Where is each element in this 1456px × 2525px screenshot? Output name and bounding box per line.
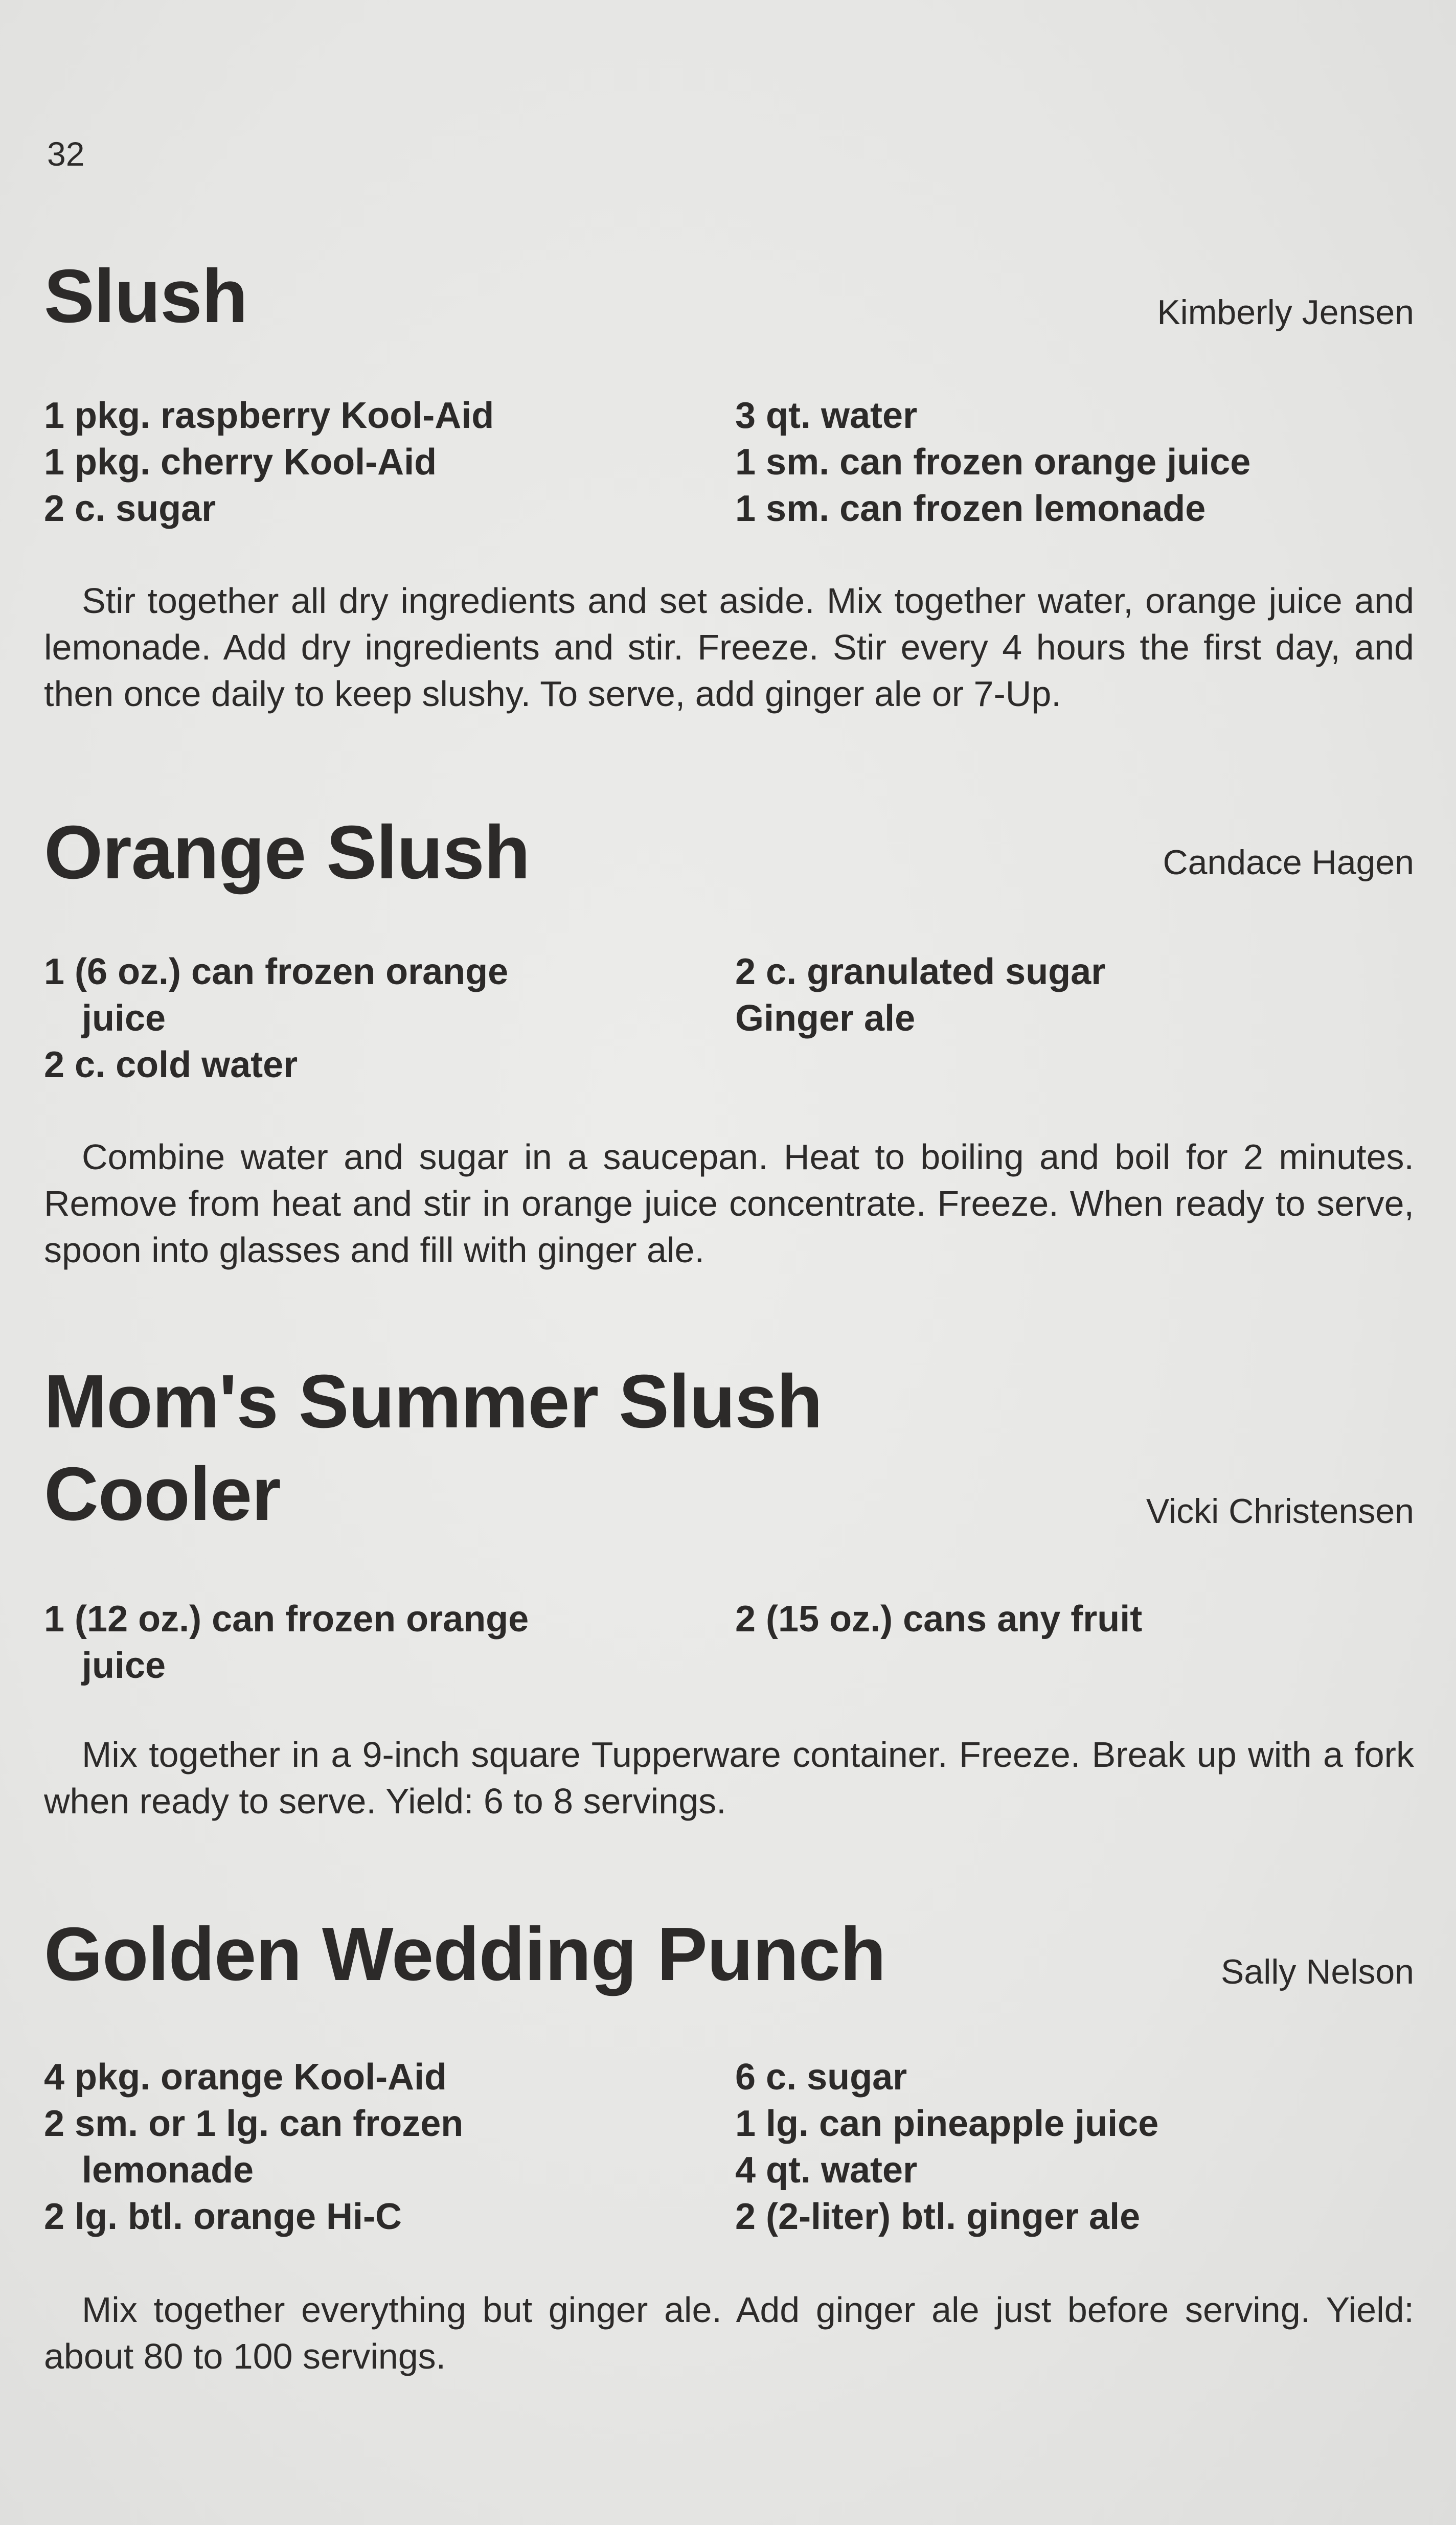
ingredient-item: 2 (2-liter) btl. ginger ale	[735, 2196, 1141, 2237]
ingredient-item: 2 c. cold water	[44, 1044, 298, 1085]
ingredient-item: 6 c. sugar	[735, 2057, 907, 2098]
ingredient-item: 3 qt. water	[735, 395, 918, 436]
recipe-slush	[44, 251, 1414, 714]
page-number: 32	[47, 135, 85, 173]
recipe-title-line: Orange Slush	[44, 810, 530, 895]
ingredient-item: 2 lg. btl. orange Hi-C	[44, 2196, 402, 2237]
ingredients-column-right	[735, 1596, 1400, 1643]
ingredient-item-continued: lemonade	[82, 2150, 254, 2191]
ingredient-item: 1 (12 oz.) can frozen orange	[44, 1599, 529, 1640]
recipe-title	[44, 1908, 1414, 2001]
recipe-golden-wedding-punch	[44, 1908, 1414, 2376]
recipe-directions: Stir together all dry ingredients and set aside. Mix together water, orange juice and lemonade. Add dry ingredients and stir. Freeze. Stir every 4 hours the first day, and then once daily to keep slushy. To serve, add ginger ale or 7-Up.	[44, 581, 1414, 714]
recipe-orange-slush	[44, 807, 1414, 1270]
ingredient-item: 4 qt. water	[735, 2150, 918, 2191]
recipe-author: Kimberly Jensen	[1157, 293, 1414, 332]
ingredients-column-left	[44, 1596, 709, 1689]
recipe-title-line: Golden Wedding Punch	[44, 1912, 886, 1996]
recipe-moms-summer-slush-cooler	[44, 1356, 1414, 1821]
ingredients-column-left	[44, 2054, 709, 2240]
ingredient-item-continued: juice	[82, 1645, 166, 1686]
recipe-author: Sally Nelson	[1221, 1952, 1414, 1991]
ingredients-column-right	[735, 949, 1400, 1042]
ingredient-item: 2 c. sugar	[44, 488, 216, 529]
recipe-author: Candace Hagen	[1163, 843, 1414, 882]
recipe-title-line: Cooler	[44, 1451, 281, 1536]
ingredient-item: 2 sm. or 1 lg. can frozen	[44, 2103, 464, 2144]
ingredients-column-right	[735, 393, 1400, 532]
ingredients-column-left	[44, 949, 709, 1088]
ingredient-item: Ginger ale	[735, 998, 916, 1039]
ingredient-item: 4 pkg. orange Kool-Aid	[44, 2057, 447, 2098]
recipe-directions: Mix together in a 9-inch square Tupperware container. Freeze. Break up with a fork when ready to serve. Yield: 6 to 8 servings.	[44, 1735, 1414, 1821]
recipe-author: Vicki Christensen	[1146, 1492, 1414, 1531]
ingredient-item: 1 pkg. raspberry Kool-Aid	[44, 395, 494, 436]
ingredient-item: 1 lg. can pineapple juice	[735, 2103, 1159, 2144]
recipe-title-line: Slush	[44, 254, 247, 338]
recipe-directions: Combine water and sugar in a saucepan. Heat to boiling and boil for 2 minutes. Remove from heat and stir in orange juice concentrate. Freeze. When ready to serve, spoon into glasses and fill with ginger ale.	[44, 1137, 1414, 1270]
recipe-directions: Mix together everything but ginger ale. Add ginger ale just before serving. Yield: about 80 to 100 servings.	[44, 2290, 1414, 2376]
ingredients-column-right	[735, 2054, 1400, 2240]
ingredient-item: 2 (15 oz.) cans any fruit	[735, 1599, 1143, 1640]
ingredient-item: 1 sm. can frozen orange juice	[735, 442, 1251, 483]
recipe-title-line: Mom's Summer Slush	[44, 1359, 823, 1444]
ingredient-item: 1 pkg. cherry Kool-Aid	[44, 442, 437, 483]
ingredient-item: 1 (6 oz.) can frozen orange	[44, 951, 509, 992]
ingredient-item: 1 sm. can frozen lemonade	[735, 488, 1206, 529]
ingredient-item: 2 c. granulated sugar	[735, 951, 1106, 992]
ingredients-column-left	[44, 393, 709, 532]
ingredient-item-continued: juice	[82, 998, 166, 1039]
